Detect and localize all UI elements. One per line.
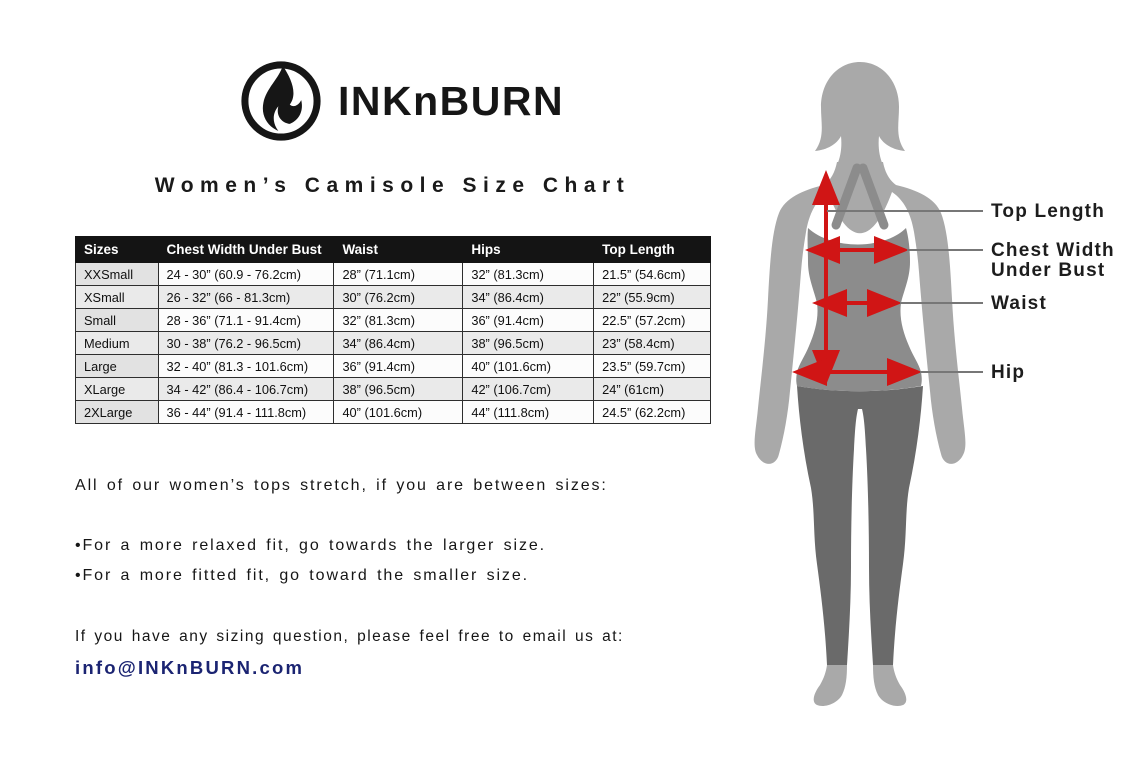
column-header-hips: Hips — [463, 237, 594, 263]
table-row-medium — [76, 332, 711, 355]
camisole-silhouette — [796, 228, 922, 391]
waist-cell: 28” (71.1cm) — [334, 263, 463, 286]
brand-wordmark: INKnBURN — [338, 77, 565, 124]
table-row-xxsmall — [76, 263, 711, 286]
top-length-cell: 23” (58.4cm) — [594, 332, 711, 355]
size-cell: Large — [76, 355, 159, 378]
chest-width-label-line1: Chest Width — [991, 240, 1115, 261]
left-foot — [814, 665, 847, 706]
stretch-note: All of our women’s tops stretch, if you are between sizes: — [75, 477, 608, 494]
hips-cell: 36” (91.4cm) — [463, 309, 594, 332]
waist-label: Waist — [991, 293, 1047, 314]
hips-cell: 34” (86.4cm) — [463, 286, 594, 309]
size-cell: XLarge — [76, 378, 159, 401]
chest-cell: 28 - 36” (71.1 - 91.4cm) — [158, 309, 334, 332]
table-row-large — [76, 355, 711, 378]
size-cell: Medium — [76, 332, 159, 355]
hips-cell: 40” (101.6cm) — [463, 355, 594, 378]
column-header-chest-width: Chest Width Under Bust — [158, 237, 334, 263]
chest-cell: 24 - 30” (60.9 - 76.2cm) — [158, 263, 334, 286]
flame-icon — [237, 57, 325, 145]
size-cell: XSmall — [76, 286, 159, 309]
right-foot — [873, 665, 906, 706]
table-row-2xlarge — [76, 401, 711, 424]
hips-cell: 44” (111.8cm) — [463, 401, 594, 424]
waist-cell: 30” (76.2cm) — [334, 286, 463, 309]
top-length-cell: 22.5” (57.2cm) — [594, 309, 711, 332]
column-header-sizes: Sizes — [76, 237, 159, 263]
contact-email-link[interactable]: info@INKnBURN.com — [75, 657, 305, 678]
body-measurement-diagram — [740, 55, 1140, 755]
chest-cell: 32 - 40” (81.3 - 101.6cm) — [158, 355, 334, 378]
waist-cell: 36” (91.4cm) — [334, 355, 463, 378]
top-length-cell: 24” (61cm) — [594, 378, 711, 401]
column-header-waist: Waist — [334, 237, 463, 263]
hips-cell: 38” (96.5cm) — [463, 332, 594, 355]
top-length-cell: 24.5” (62.2cm) — [594, 401, 711, 424]
page-title: Women’s Camisole Size Chart — [154, 174, 631, 197]
hips-cell: 42” (106.7cm) — [463, 378, 594, 401]
top-length-cell: 21.5” (54.6cm) — [594, 263, 711, 286]
logo-flame-shape — [263, 66, 302, 131]
head-silhouette — [815, 62, 905, 165]
brand-header — [237, 57, 564, 145]
bullet-relaxed-fit: •For a more relaxed fit, go towards the larger size. — [75, 537, 546, 554]
top-length-cell: 23.5” (59.7cm) — [594, 355, 711, 378]
hip-label: Hip — [991, 362, 1026, 383]
contact-note: If you have any sizing question, please feel free to email us at: — [75, 628, 624, 645]
size-cell: XXSmall — [76, 263, 159, 286]
table-row-xlarge — [76, 378, 711, 401]
waist-cell: 32” (81.3cm) — [334, 309, 463, 332]
size-cell: 2XLarge — [76, 401, 159, 424]
waist-cell: 40” (101.6cm) — [334, 401, 463, 424]
waist-cell: 38” (96.5cm) — [334, 378, 463, 401]
chest-cell: 30 - 38” (76.2 - 96.5cm) — [158, 332, 334, 355]
leggings-silhouette — [797, 386, 923, 665]
table-row-small — [76, 309, 711, 332]
chest-cell: 36 - 44” (91.4 - 111.8cm) — [158, 401, 334, 424]
chest-cell: 34 - 42” (86.4 - 106.7cm) — [158, 378, 334, 401]
table-row-xsmall — [76, 286, 711, 309]
column-header-top-length: Top Length — [594, 237, 711, 263]
chest-width-label-line2: Under Bust — [991, 260, 1106, 281]
hips-cell: 32” (81.3cm) — [463, 263, 594, 286]
top-length-cell: 22” (55.9cm) — [594, 286, 711, 309]
waist-cell: 34” (86.4cm) — [334, 332, 463, 355]
bullet-fitted-fit: •For a more fitted fit, go toward the smaller size. — [75, 567, 529, 584]
top-length-label: Top Length — [991, 201, 1106, 222]
size-cell: Small — [76, 309, 159, 332]
size-chart-table — [75, 236, 711, 424]
table-header-row — [76, 237, 711, 263]
chest-cell: 26 - 32” (66 - 81.3cm) — [158, 286, 334, 309]
